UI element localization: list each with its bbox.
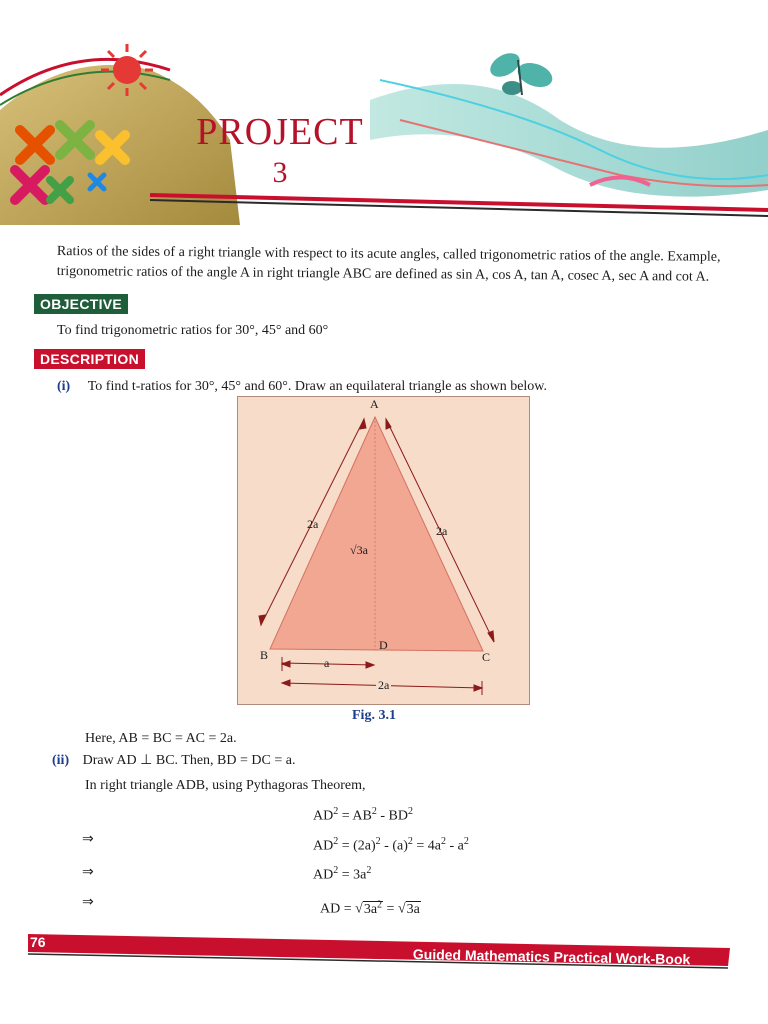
triangle-shape xyxy=(270,417,483,651)
pythagoras-text: In right triangle ADB, using Pythagoras Theorem, xyxy=(85,778,366,793)
project-number: 3 xyxy=(272,156,288,189)
project-title: PROJECT xyxy=(196,111,364,153)
bc-length-label: 2a xyxy=(378,678,390,692)
objective-heading: OBJECTIVE xyxy=(34,294,128,314)
step-1 xyxy=(57,378,547,396)
step-1-text: To find t-ratios for 30°, 45° and 60°. Draw an equilateral triangle as shown below. xyxy=(87,379,548,394)
implies-icon: ⇒ xyxy=(82,895,94,910)
book-title: Guided Mathematics Practical Work-Book xyxy=(412,946,691,968)
implies-icon: ⇒ xyxy=(82,865,94,880)
header-banner xyxy=(0,0,768,225)
figure-caption: Fig. 3.1 xyxy=(352,708,396,723)
equation-2: $AD^2 = (2a)^2 - (a)^2 = 4a^2 - a^2$ xyxy=(313,836,469,854)
vertex-c-label: C xyxy=(482,650,491,664)
step-1-number: (i) xyxy=(57,379,71,394)
step-2-number: (ii) xyxy=(52,753,70,768)
butterfly-icon xyxy=(486,48,556,95)
equal-sides-text: Here, AB = BC = AC = 2a. xyxy=(85,731,237,746)
point-d-label: D xyxy=(379,638,388,652)
vertex-a-label: A xyxy=(370,397,379,411)
implies-icon: ⇒ xyxy=(82,832,94,847)
intro-paragraph: Ratios of the sides of a right triangle with respect to its acute angles, called trigonometric ratios of the angle. Example, trigonometric ratios of the angle A in right triangle ABC are defined as sin A, cos A, tan A, cosec A, sec A and cot A. xyxy=(56,243,721,285)
equation-4: AD = $√3a^2 = √3a$ xyxy=(320,899,420,917)
bd-length-label: a xyxy=(324,656,330,670)
description-heading: DESCRIPTION xyxy=(34,349,145,369)
height-label: √3a xyxy=(350,543,368,557)
page-number: 76 xyxy=(30,934,46,950)
equation-3: $AD^2 = 3a^2$ xyxy=(313,865,372,883)
sun-icon xyxy=(101,44,153,96)
step-2 xyxy=(52,752,295,770)
side-ab-label: 2a xyxy=(307,517,319,531)
side-ac-label: 2a xyxy=(436,524,448,538)
equation-1: $AD^2 = AB^2 - BD^2$ xyxy=(313,806,413,824)
figure-equilateral-triangle xyxy=(237,396,530,705)
vertex-b-label: B xyxy=(260,648,269,662)
objective-text: To find trigonometric ratios for 30°, 45° and 60° xyxy=(57,323,329,338)
step-2-text: Draw AD ⊥ BC. Then, BD = DC = a. xyxy=(82,753,296,768)
